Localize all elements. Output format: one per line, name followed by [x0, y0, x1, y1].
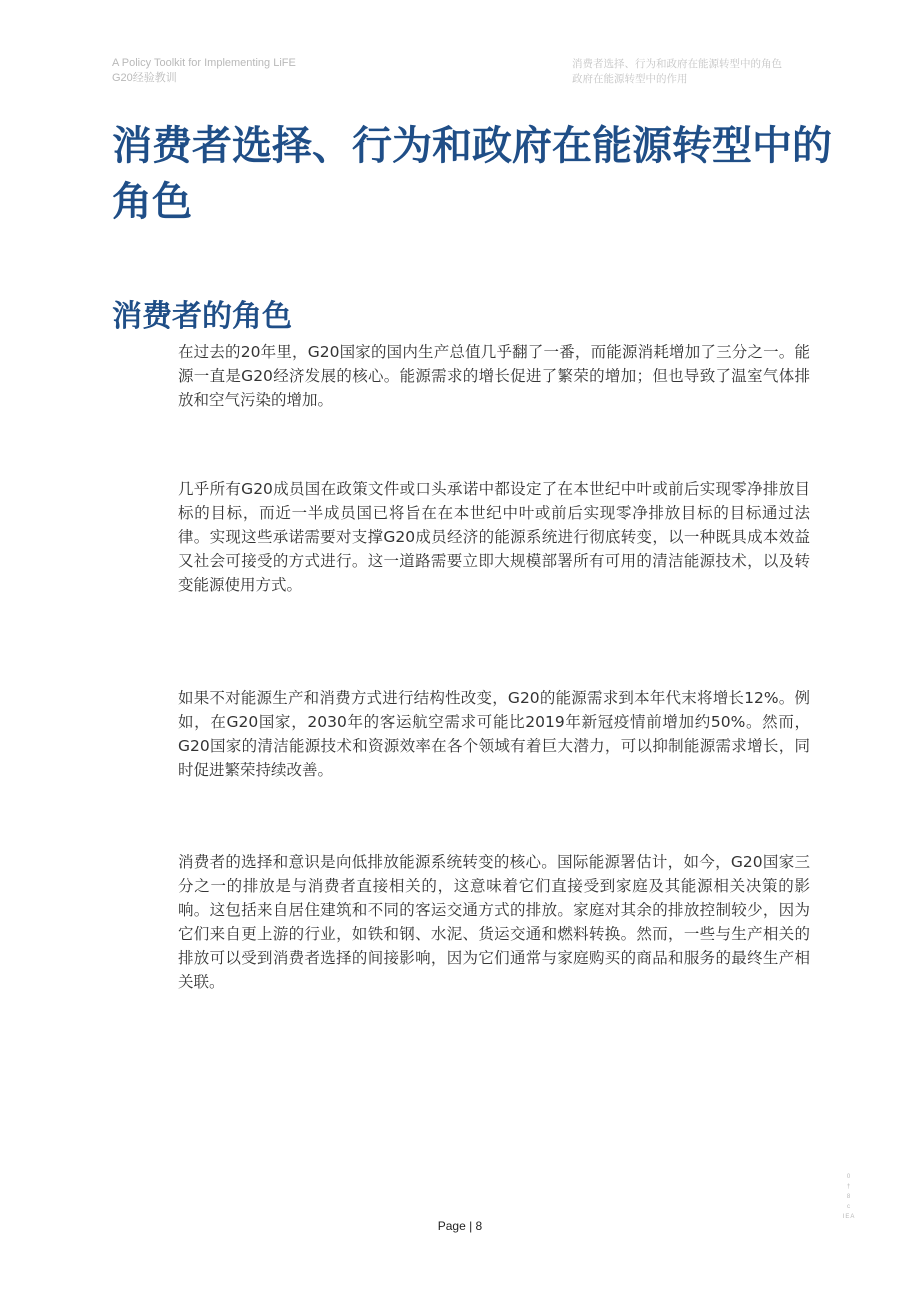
- brand-char: †: [846, 1184, 852, 1190]
- iea-logo-mark: [838, 1172, 860, 1222]
- header-report-title: A Policy Toolkit for Implementing LiFE: [112, 57, 296, 69]
- page-number: Page | 8: [437, 1219, 483, 1233]
- page-title: 消费者选择、行为和政府在能源转型中的角色: [112, 123, 832, 225]
- header-section-title: 政府在能源转型中的作用: [572, 73, 688, 85]
- brand-char: 0: [846, 1174, 852, 1180]
- body-paragraph-1: 在过去的20年里，G20国家的国内生产总值几乎翻了一番，而能源消耗增加了三分之一。能源一直是G20经济发展的核心。能源需求的增长促进了繁荣的增加；但也导致了温室气体排放和空气污染的增加。: [178, 343, 810, 409]
- body-paragraph-4: 消费者的选择和意识是向低排放能源系统转变的核心。国际能源署估计，如今，G20国家三分之一的排放是与消费者直接相关的，这意味着它们直接受到家庭及其能源相关决策的影响。这包括来自居住建筑和不同的客运交通方式的排放。家庭对其余的排放控制较少，因为它们来自更上游的行业，如铁和钢、水泥、货运交通和燃料转换。然而，一些与生产相关的排放可以受到消费者选择的间接影响，因为它们通常与家庭购买的商品和服务的最终生产相关联。: [178, 853, 810, 991]
- header-right: [572, 57, 782, 87]
- header-report-subtitle: G20经验教训: [112, 72, 177, 84]
- brand-char: IEA: [842, 1214, 856, 1220]
- body-paragraph-3: 如果不对能源生产和消费方式进行结构性改变，G20的能源需求到本年代末将增长12%。例如，在G20国家，2030年的客运航空需求可能比2019年新冠疫情前增加约50%。然而，G20国家的清洁能源技术和资源效率在各个领域有着巨大潜力，可以抑制能源需求增长，同时促进繁荣持续改善。: [178, 689, 810, 779]
- header-chapter-title: 消费者选择、行为和政府在能源转型中的角色: [572, 58, 782, 70]
- body-paragraph-2: 几乎所有G20成员国在政策文件或口头承诺中都设定了在本世纪中叶或前后实现零净排放目标的目标，而近一半成员国已将旨在在本世纪中叶或前后实现零净排放目标的目标通过法律。实现这些承诺需要对支撑G20成员经济的能源系统进行彻底转变，以一种既具成本效益又社会可接受的方式进行。这一道路需要立即大规模部署所有可用的清洁能源技术，以及转变能源使用方式。: [178, 480, 810, 594]
- brand-char: 8: [846, 1194, 852, 1200]
- section-heading: 消费者的角色: [112, 299, 292, 334]
- header-left: [112, 56, 296, 86]
- brand-char: c: [847, 1204, 851, 1210]
